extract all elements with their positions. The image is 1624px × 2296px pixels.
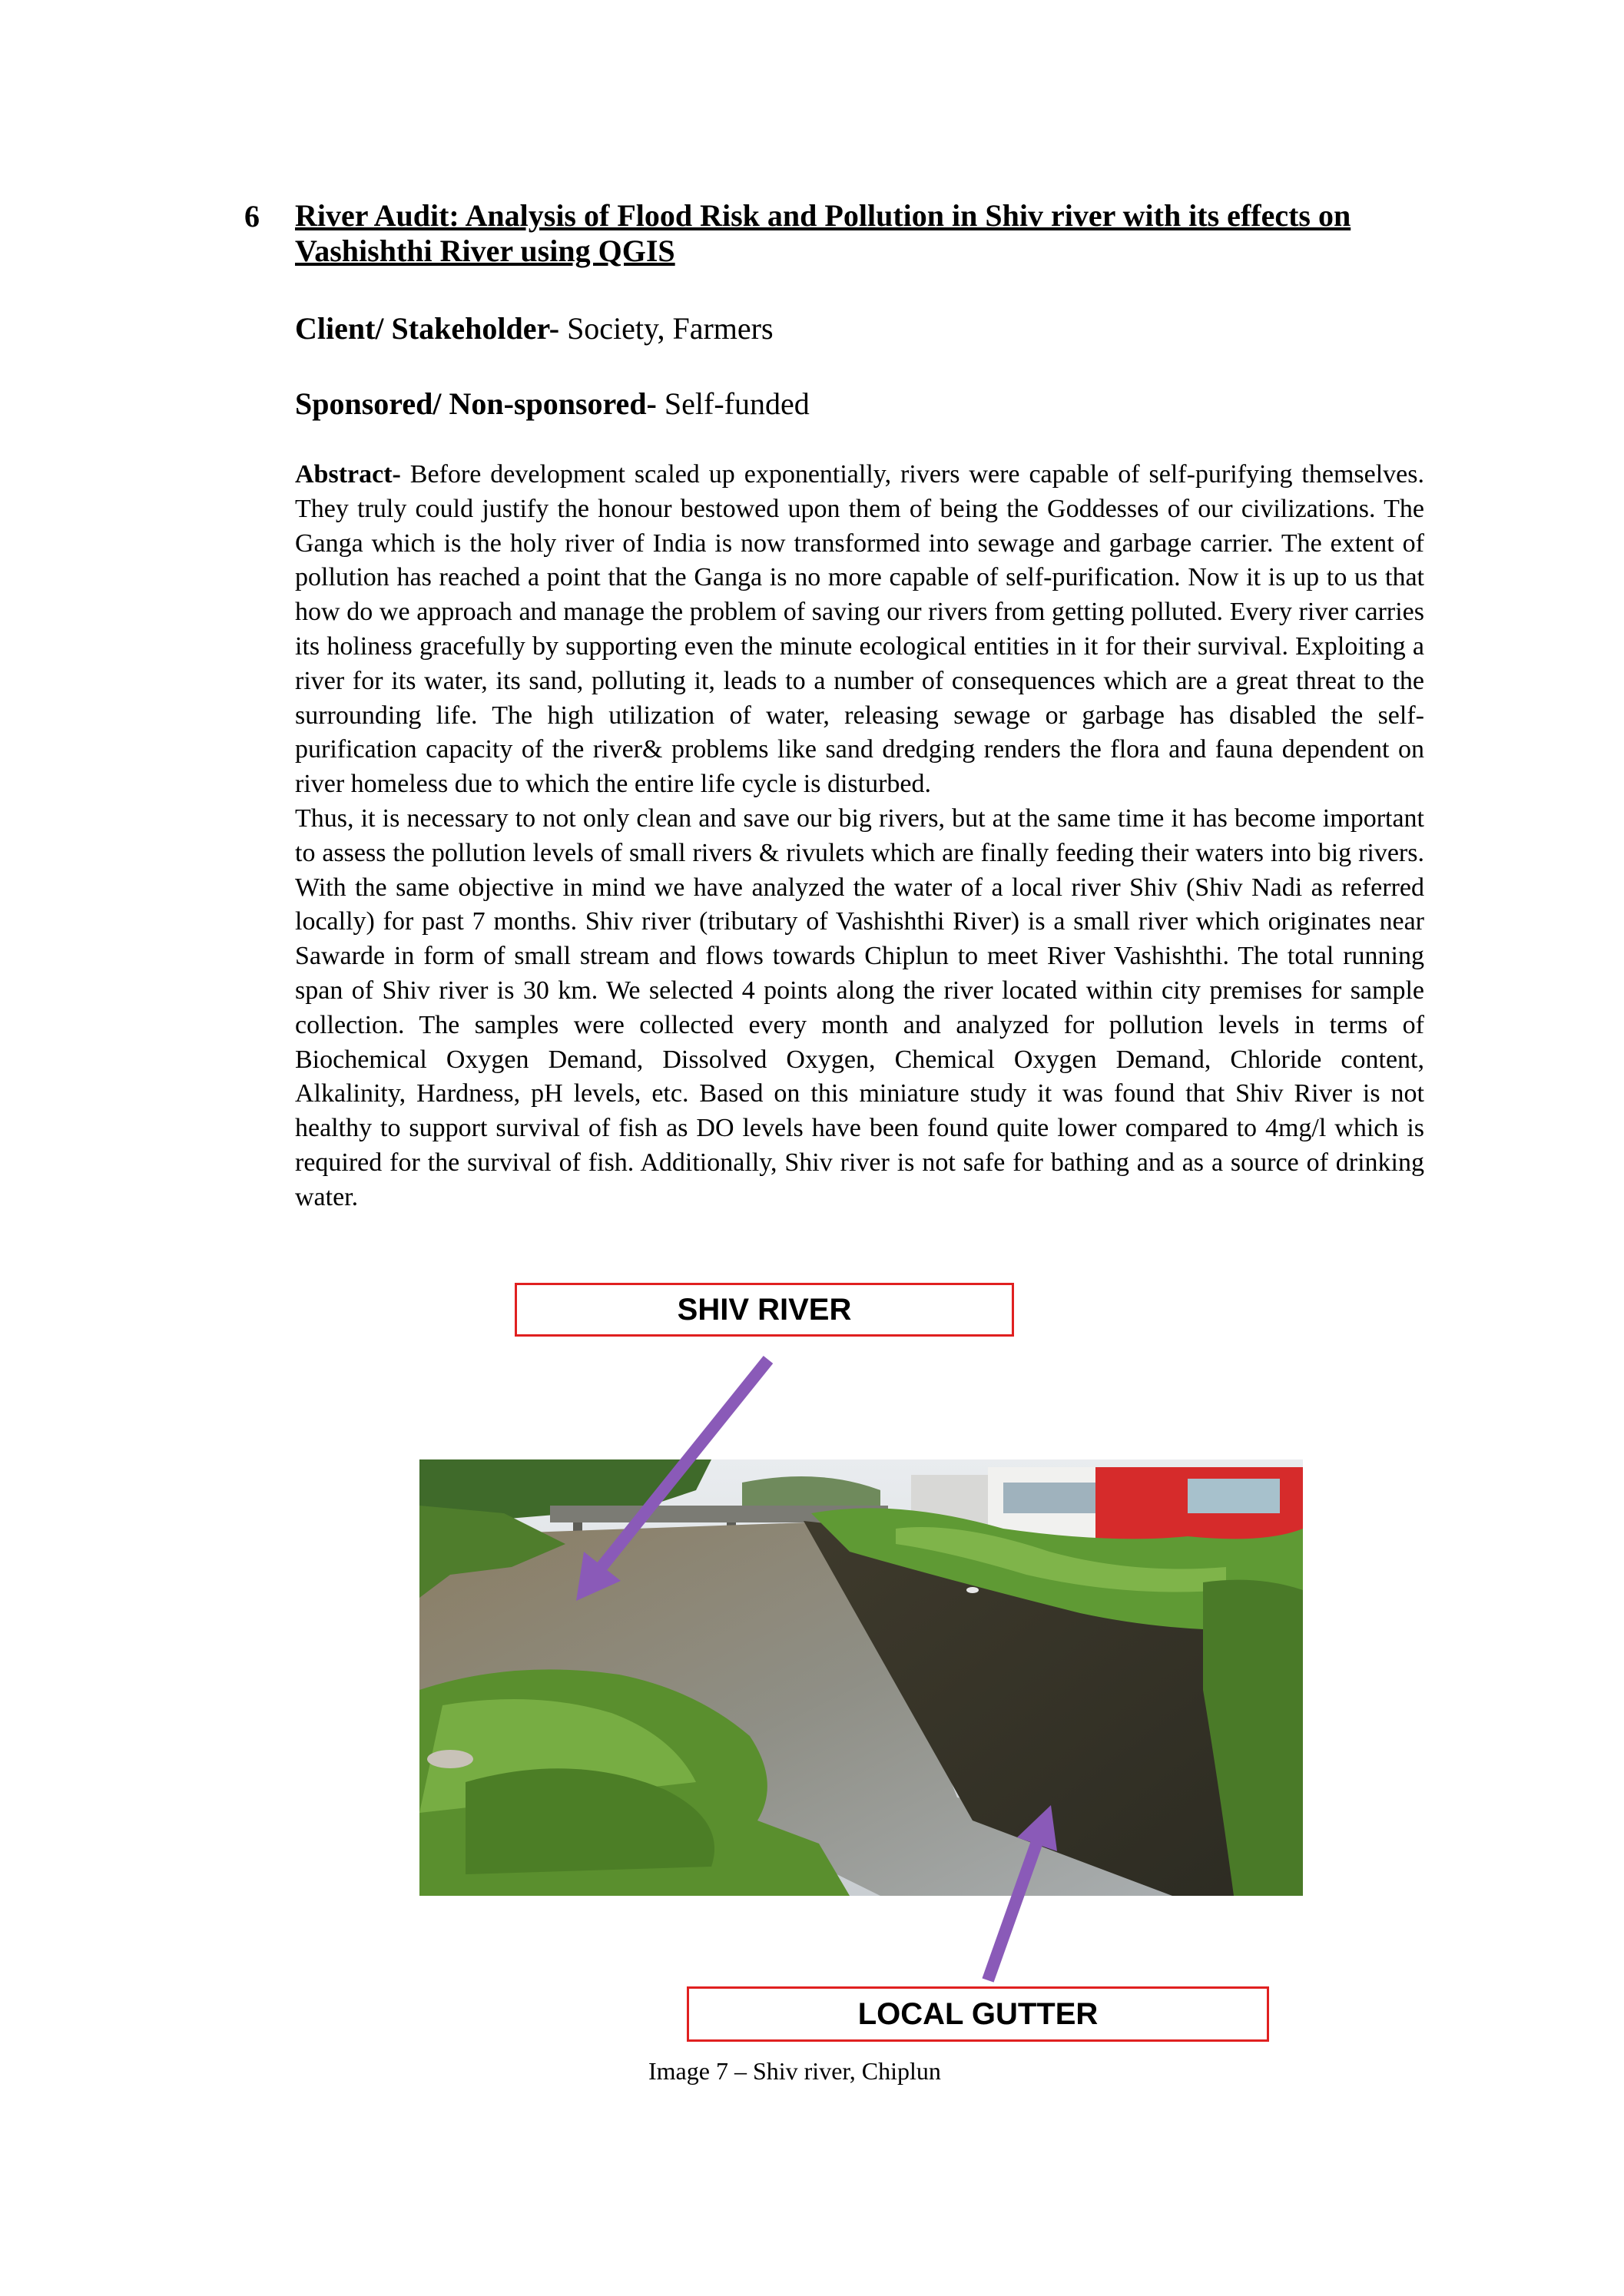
sponsorship-label: Sponsored/ Non-sponsored- — [295, 386, 657, 421]
section-title: River Audit: Analysis of Flood Risk and Pollution in Shiv river with its effects on Vashishthi River using QGIS — [295, 198, 1351, 268]
section-number: 6 — [244, 199, 260, 234]
image-caption: Image 7 – Shiv river, Chiplun — [648, 2057, 941, 2085]
abstract-label: Abstract- — [295, 460, 401, 489]
abstract-text-1: Before development scaled up exponentially, rivers were capable of self-purifying themselves. They truly could justify the honour bestowed upon them of being the Goddesses of our civilizations. The Ganga which is the holy river of India is now transformed into sewage and garbage carrier. The extent of pollution has reached a point that the Ganga is no more capable of self-purification. Now it is up to us that how do we approach and manage the problem of saving our rivers from getting polluted. Every river carries its holiness gracefully by supporting even the minute ecological entities in it for their survival. Exploiting a river for its water, its sand, polluting it, leads to a number of consequences which are a great threat to the surrounding life. The high utilization of water, releasing sewage or garbage has disabled the self-purification capacity of the river& problems like sand dredging renders the flora and fauna dependent on river homeless due to which the entire life cycle is disturbed. — [295, 460, 1424, 799]
client-line — [295, 310, 774, 346]
client-label: Client/ Stakeholder- — [295, 311, 560, 346]
sponsorship-value: Self-funded — [656, 386, 810, 421]
client-value: Society, Farmers — [559, 311, 774, 346]
abstract — [295, 458, 1424, 1215]
abstract-paragraph-2: Thus, it is necessary to not only clean and save our big rivers, but at the same time it has become important to assess the pollution levels of small rivers & rivulets which are finally feeding their waters into big rivers. With the same objective in mind we have analyzed the water of a local river Shiv (Shiv Nadi as referred locally) for past 7 months. Shiv river (tributary of Vashishthi River) is a small river which originates near Sawarde in form of small stream and flows towards Chiplun to meet River Vashishthi. The total running span of Shiv river is 30 km. We selected 4 points along the river located within city premises for sample collection. The samples were collected every month and analyzed for pollution levels in terms of Biochemical Oxygen Demand, Dissolved Oxygen, Chemical Oxygen Demand, Chloride content, Alkalinity, Hardness, pH levels, etc. Based on this miniature study it was found that Shiv River is not healthy to support survival of fish as DO levels have been found quite lower compared to 4mg/l which is required for the survival of fish. Additionally, Shiv river is not safe for bathing and as a source of drinking water. — [295, 803, 1424, 1211]
shiv-river-callout: SHIV RIVER — [515, 1283, 1014, 1337]
sponsorship-line — [295, 386, 810, 422]
river-photo-illustration — [419, 1459, 1303, 1896]
abstract-paragraph-1 — [295, 458, 1424, 802]
local-gutter-callout: LOCAL GUTTER — [687, 1986, 1269, 2042]
river-photo — [419, 1459, 1303, 1896]
